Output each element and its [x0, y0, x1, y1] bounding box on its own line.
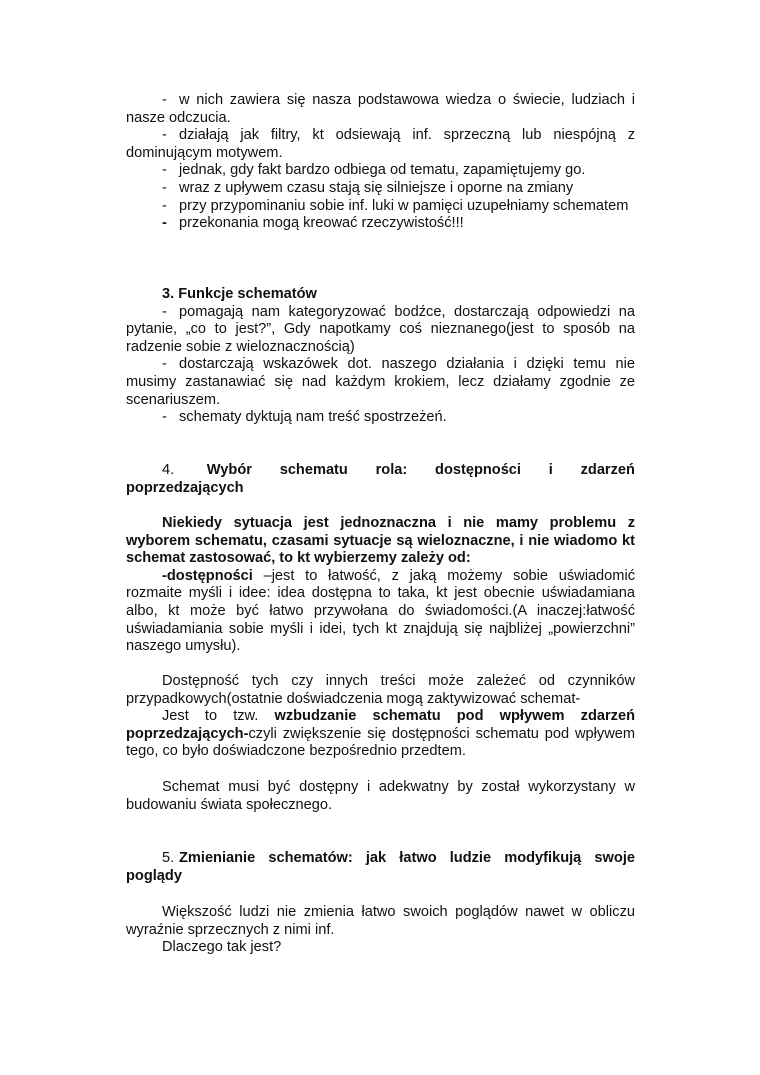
section-heading-line: poprzedzających	[126, 479, 244, 496]
section-4-cont	[126, 673, 635, 761]
section-4-heading	[126, 462, 635, 497]
section-heading-line: 4. Wybór schematu rola: dostępności i zdarzeń	[162, 462, 635, 478]
term: -dostępności	[162, 567, 253, 584]
paragraph: -dostępności –jest to łatwość, z jaką możemy sobie uświadomić rozmaite myśli i idee: idea dostępna to taka, kt jest obecnie uświadamiana albo, kt może być łatwo przywołana do świadomości.(A inaczej:łatwość uświadamiania sobie myśli i idei, tych kt znajdują się najbliżej „powierzchni” naszego umysłu).	[126, 567, 635, 655]
section-4-body	[126, 515, 635, 656]
paragraph: Niekiedy sytuacja jest jednoznaczna i nie mamy problemu z wyborem schematu, czasami sytuacje są wieloznaczne, i nie wiadomo kt schemat zastosować, to kt wybierzemy zależy od:	[126, 515, 635, 567]
section-heading-line: poglądy	[126, 867, 182, 884]
paragraph: Dlaczego tak jest?	[162, 939, 282, 956]
section-5-body	[126, 904, 635, 957]
list-item: - wraz z upływem czasu stają się silniejsze i oporne na zmiany	[162, 179, 574, 196]
list-item: - w nich zawiera się nasza podstawowa wiedza o świecie, ludziach i nasze odczucia.	[126, 92, 635, 126]
section-4-conclusion	[126, 779, 635, 814]
list-item: - pomagają nam kategoryzować bodźce, dostarczają odpowiedzi na pytanie, „co to jest?”, Gdy napotkamy coś nieznanego(jest to sposób na radzenie sobie z wieloznacznością)	[126, 303, 635, 355]
section-5-heading	[126, 850, 635, 885]
list-item: - jednak, gdy fakt bardzo odbiega od tematu, zapamiętujemy go.	[162, 162, 586, 179]
list-item: - przy przypominaniu sobie inf. luki w pamięci uzupełniamy schematem	[162, 197, 629, 214]
section-heading-line: 5. Zmienianie schematów: jak łatwo ludzie modyfikują swoje	[162, 850, 635, 866]
list-item: - dostarczają wskazówek dot. naszego działania i dzięki temu nie musimy zastanawiać się nad każdym krokiem, lecz działamy zgodnie ze scenariuszem.	[126, 356, 635, 408]
paragraph: Jest to tzw. wzbudzanie schematu pod wpływem zdarzeń poprzedzających-czyli zwiększenie się dostępności schematu pod wpływem tego, co było doświadczone bezpośrednio przedtem.	[126, 708, 635, 760]
term: wzbudzanie schematu pod wpływem zdarzeń poprzedzających-	[126, 708, 635, 742]
list-item: - przekonania mogą kreować rzeczywistość!!!	[162, 215, 464, 232]
section-heading: 3. Funkcje schematów	[162, 286, 317, 302]
paragraph: Większość ludzi nie zmienia łatwo swoich poglądów nawet w obliczu wyraźnie sprzecznych z nimi inf.	[126, 904, 635, 938]
paragraph: Schemat musi być dostępny i adekwatny by został wykorzystany w budowaniu świata społecznego.	[126, 779, 635, 813]
list-item: - działają jak filtry, kt odsiewają inf. sprzeczną lub niespójną z dominującym motywem.	[126, 127, 635, 161]
paragraph: Dostępność tych czy innych treści może zależeć od czynników przypadkowych(ostatnie doświadczenia mogą zaktywizować schemat-	[126, 673, 635, 707]
section-3	[126, 286, 635, 427]
schema-properties-list	[126, 92, 635, 233]
list-item: - schematy dyktują nam treść spostrzeżeń.	[162, 409, 447, 426]
